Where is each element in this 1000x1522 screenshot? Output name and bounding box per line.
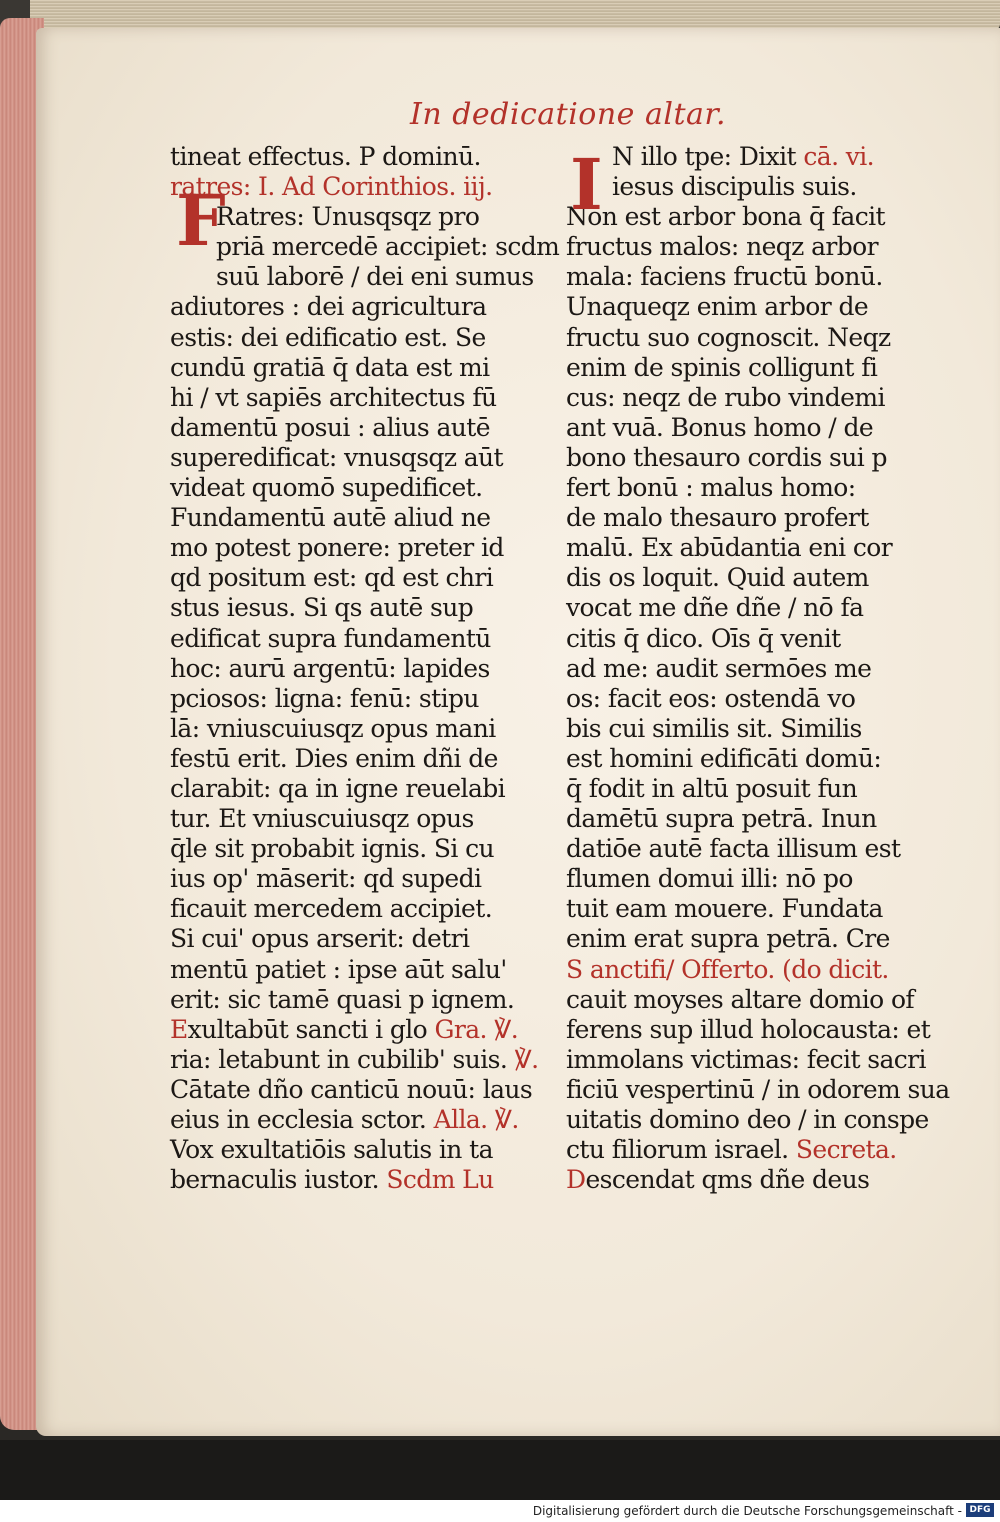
text-line [566, 262, 906, 292]
text-line [170, 834, 510, 864]
text-line [566, 413, 906, 443]
line-text: mentū patiet : ipse aūt salu' [170, 954, 507, 984]
text-line [566, 684, 906, 714]
text-line [170, 955, 510, 985]
text-line [170, 774, 510, 804]
text-line [170, 413, 510, 443]
line-text: os: facit eos: ostendā vo [566, 683, 856, 713]
text-line [170, 262, 534, 292]
line-text: adiutores : dei agricultura [170, 292, 487, 322]
rubric-text: Gra. ℣. [434, 1014, 519, 1044]
text-line [566, 503, 906, 533]
text-line [170, 323, 510, 353]
line-text: ant vuā. Bonus homo / de [566, 412, 874, 442]
text-line [566, 533, 906, 563]
text-line [566, 1165, 906, 1195]
text-line [170, 984, 515, 1015]
line-text: bono thesauro cordis sui p [566, 442, 887, 472]
text-line [566, 1044, 926, 1075]
line-text: Non est arbor bona q̄ facit [566, 202, 885, 232]
line-text: est homini edificāti domū: [566, 743, 882, 773]
rubric-text: Secreta. [795, 1135, 897, 1165]
line-text: enim erat supra petrā. Cre [566, 924, 890, 954]
line-text: eius in ecclesia sctor. [170, 1105, 434, 1134]
text-line [566, 292, 906, 322]
line-text: tur. Et vniuscuiusqz opus [170, 804, 474, 834]
line-text: immolans victimas: fecit sacri [566, 1044, 926, 1074]
text-line [566, 834, 906, 864]
line-text: malū. Ex abūdantia eni cor [566, 533, 893, 563]
text-line [566, 984, 915, 1015]
text-line [170, 353, 510, 383]
text-line [566, 563, 906, 593]
text-line [566, 924, 906, 954]
line-text: cus: neqz de rubo vindemi [566, 382, 885, 412]
text-line [566, 804, 906, 834]
rubric-text: cā. vi. [803, 142, 875, 171]
line-text: uitatis domino deo / in conspe [566, 1105, 929, 1134]
text-line [170, 292, 510, 322]
line-text: flumen domui illi: nō po [566, 864, 853, 894]
line-text: Unaqueqz enim arbor de [566, 292, 869, 322]
line-text: escendat qms dñe deus [585, 1165, 870, 1195]
text-line [566, 774, 906, 804]
line-text: bis cui similis sit. Similis [566, 713, 862, 743]
line-text: Vox exultatiōis salutis in ta [170, 1135, 493, 1165]
rubric-initial: E [170, 1014, 188, 1044]
line-text: de malo thesauro profert [566, 503, 869, 533]
text-line [170, 624, 510, 654]
text-line [566, 1074, 950, 1105]
text-line [566, 1014, 931, 1045]
line-text: edificat supra fundamentū [170, 623, 491, 653]
line-text: fructus malos: neqz arbor [566, 232, 878, 262]
right-text-column [566, 142, 950, 1195]
rubric-text: ℣. [514, 1044, 539, 1074]
line-text: xultabūt sancti i glo [187, 1014, 435, 1044]
line-text: enim de spinis colligunt fi [566, 352, 878, 382]
text-line [566, 955, 906, 985]
text-line [566, 864, 906, 894]
line-text: Ratres: Unusqsqz pro [216, 202, 480, 232]
line-text: bernaculis iustor. [170, 1165, 387, 1195]
rubric-text: Scdm Lu [386, 1165, 494, 1195]
dfg-logo: DFG [966, 1503, 994, 1517]
line-text: erit: sic tamē quasi p ignem. [170, 984, 515, 1014]
text-line [566, 202, 906, 232]
line-text: mala: faciens fructū bonū. [566, 262, 883, 292]
line-text: q̄ fodit in altū posuit fun [566, 773, 858, 803]
line-text: hoc: aurū argentū: lapides [170, 653, 490, 683]
line-text: Fundamentū autē aliud ne [170, 503, 491, 533]
text-line [170, 1135, 510, 1165]
line-text: cundū gratiā q̄ data est mi [170, 352, 490, 382]
line-text: hi / vt sapiēs architectus fū [170, 382, 497, 412]
line-text: damentū posui : alius autē [170, 412, 490, 442]
text-line [170, 473, 510, 503]
text-line [566, 383, 906, 413]
line-text: Cātate dño canticū nouū: laus [170, 1074, 533, 1104]
text-line [566, 172, 906, 202]
text-line [170, 563, 510, 593]
text-line [170, 1165, 510, 1195]
text-line [170, 383, 510, 413]
line-text: ad me: audit sermōes me [566, 653, 872, 683]
text-line [170, 924, 510, 954]
line-text: Si cui' opus arserit: detri [170, 924, 470, 954]
text-line [566, 624, 906, 654]
line-text: ficiū vespertinū / in odorem sua [566, 1074, 950, 1104]
line-text: damētū supra petrā. Inun [566, 804, 877, 834]
line-text: tineat effectus. P dominū. [170, 142, 481, 171]
line-text: datiōe autē facta illisum est [566, 834, 901, 864]
text-line [170, 654, 510, 684]
line-text: vocat me dñe dñe / nō fa [566, 593, 864, 623]
line-text: citis q̄ dico. Oīs q̄ venit [566, 623, 841, 653]
text-line [566, 744, 906, 774]
line-text: estis: dei edificatio est. Se [170, 322, 486, 352]
line-text: fert bonū : malus homo: [566, 473, 856, 503]
text-line [566, 654, 906, 684]
running-head: In dedicatione altar. [410, 97, 726, 132]
text-line [170, 684, 510, 714]
line-text: cauit moyses altare domio of [566, 984, 915, 1014]
left-drop-initial: F [176, 179, 226, 262]
line-text: ria: letabunt in cubilib' suis. [170, 1044, 515, 1074]
text-line [170, 593, 510, 623]
line-text: festū erit. Dies enim dñi de [170, 743, 498, 773]
text-line [170, 1105, 519, 1135]
line-text: q̄le sit probabit ignis. Si cu [170, 834, 495, 864]
text-line [170, 1044, 539, 1075]
line-text: mo potest ponere: preter id [170, 533, 504, 563]
text-line [170, 1074, 533, 1105]
text-line [566, 443, 906, 473]
line-text: ferens sup illud holocausta: et [566, 1014, 931, 1044]
right-drop-initial: I [570, 143, 603, 226]
text-line [170, 142, 510, 172]
line-text: clarabit: qa in igne reuelabi [170, 773, 506, 803]
text-line [170, 533, 510, 563]
rubric-text: ratres: I. Ad Corinthios. iij. [170, 172, 493, 202]
line-text: lā: vniuscuiusqz opus mani [170, 713, 496, 743]
line-text: videat quomō supedificet. [170, 473, 483, 503]
line-text: priā mercedē accipiet: scdm [216, 232, 560, 262]
rubric-text: D [566, 1165, 586, 1195]
page-stack-top [30, 0, 1000, 30]
text-line [566, 353, 906, 383]
text-line [566, 714, 906, 744]
line-text: ius op' māserit: qd supedi [170, 864, 482, 894]
text-line [170, 714, 510, 744]
line-text: ctu filiorum israel. [566, 1135, 796, 1165]
text-line [566, 232, 906, 262]
line-text: pciosos: ligna: fenū: stipu [170, 683, 479, 713]
line-text: iesus discipulis suis. [612, 172, 857, 202]
text-line [170, 804, 510, 834]
line-text: tuit eam mouere. Fundata [566, 894, 883, 924]
text-line [566, 473, 906, 503]
line-text: dis os loquit. Quid autem [566, 563, 869, 593]
text-line [170, 864, 510, 894]
left-text-column [170, 142, 560, 1195]
text-line [566, 323, 906, 353]
footer-credit: Digitalisierung gefördert durch die Deutsche Forschungsgemeinschaft - [532, 1504, 962, 1518]
line-text: fructu suo cognoscit. Neqz [566, 322, 891, 352]
text-line [566, 142, 906, 172]
rubric-text: Alla. ℣. [433, 1105, 519, 1134]
text-line [170, 744, 510, 774]
line-text: stus iesus. Si qs autē sup [170, 593, 474, 623]
text-line [566, 1105, 929, 1135]
line-text: N illo tpe: Dixit [612, 142, 804, 171]
text-line [566, 593, 906, 623]
text-line [170, 1014, 519, 1045]
text-line [170, 503, 510, 533]
line-text: ficauit mercedem accipiet. [170, 894, 493, 924]
text-line [170, 894, 510, 924]
line-text: suū laborē / dei eni sumus [216, 262, 534, 292]
text-line [566, 1135, 906, 1165]
line-text: superedificat: vnusqsqz aūt [170, 442, 504, 472]
rubric-text: S anctifi/ Offerto. (do dicit. [566, 954, 889, 984]
text-line [170, 443, 510, 473]
text-line [566, 894, 906, 924]
line-text: qd positum est: qd est chri [170, 563, 494, 593]
